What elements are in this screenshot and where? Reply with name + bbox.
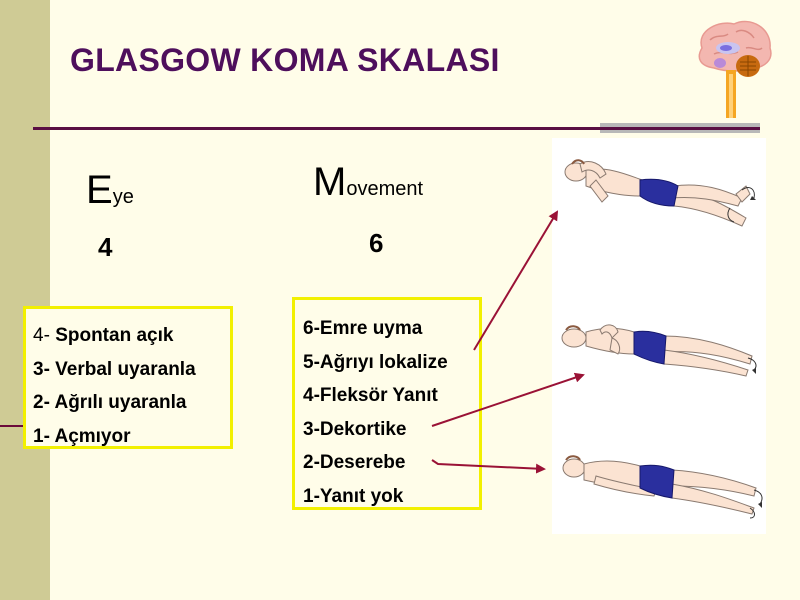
movement-item-5: 5-Ağrıyı lokalize [303,351,448,373]
eye-score: 4 [98,232,113,262]
movement-rest: ovement [346,178,424,200]
eye-item-1: 1- Açmıyor [33,425,131,447]
movement-score: 6 [369,228,384,258]
arrow-decerebrate [432,460,544,469]
movement-item-1: 1-Yanıt yok [303,485,404,507]
movement-item-3: 3-Dekortike [303,418,407,440]
movement-item-2: 2-Deserebe [303,452,406,473]
slide-title: GLASGOW KOMA SKALASI [70,42,500,78]
arrow-localize [474,212,557,350]
movement-item-4: 4-Fleksör Yanıt [303,385,438,406]
arrow-decorticate [432,375,583,426]
movement-item-6: 6-Emre uyma [303,318,423,339]
eye-item-2: 2- Ağrılı uyaranla [33,392,187,413]
eye-item-4-text: Spontan açık [55,325,174,346]
eye-item-4-number: 4- [33,325,56,346]
movement-initial: M [313,160,347,204]
eye-initial: E [86,168,113,212]
eye-rest: ye [112,186,134,208]
eye-item-3: 3- Verbal uyaranla [33,358,196,380]
